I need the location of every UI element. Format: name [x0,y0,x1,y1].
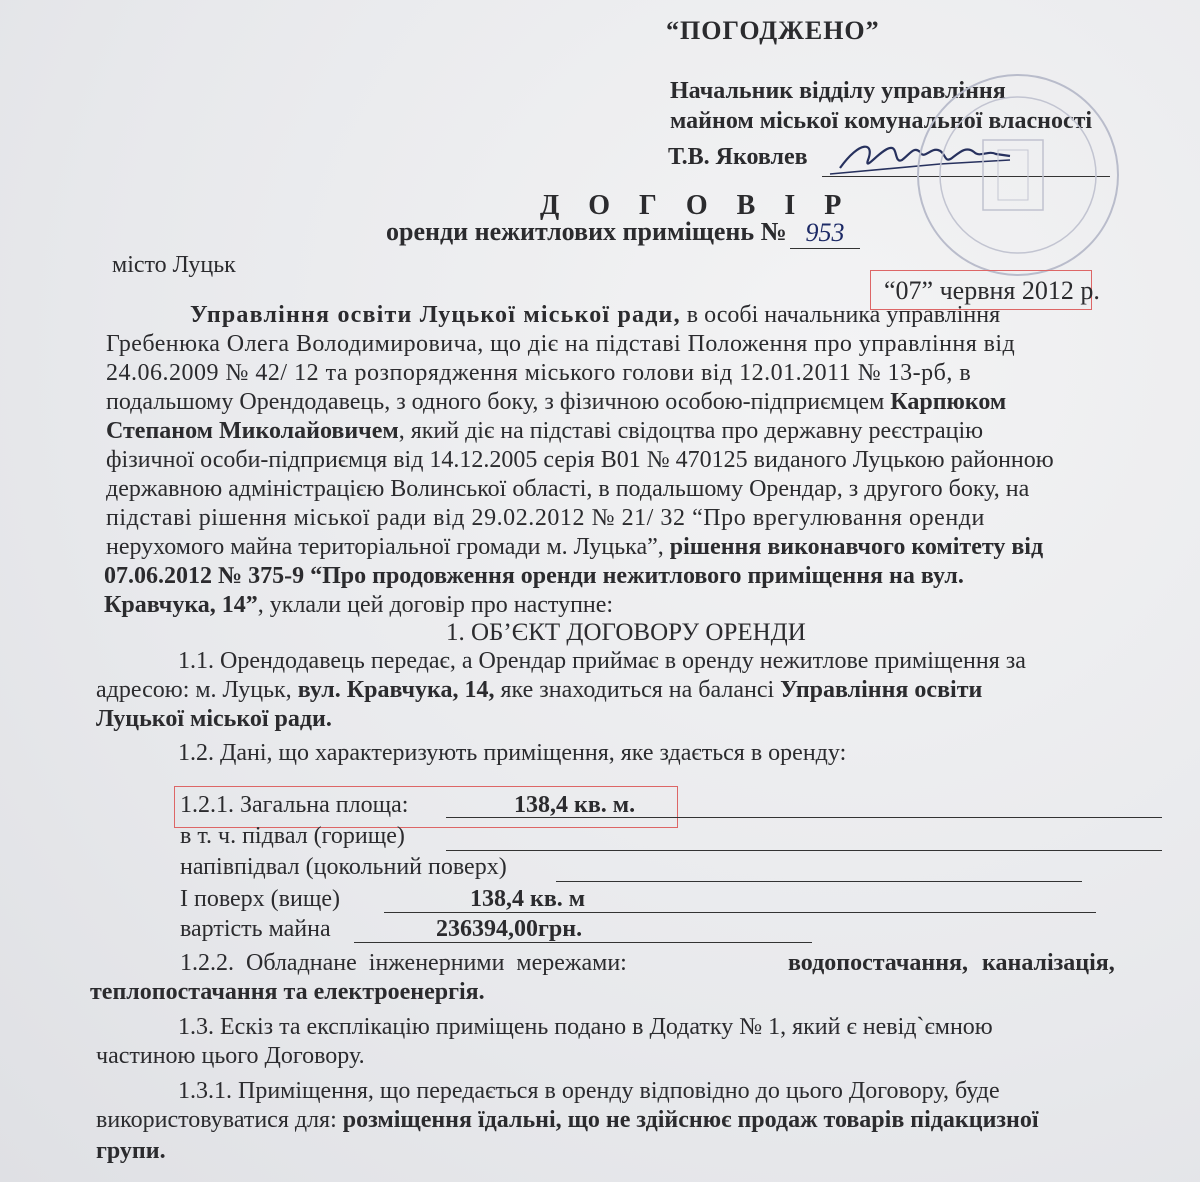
parties-line-9: нерухомого майна територіальної громади м. Луцька”, рішення виконавчого комітету від [106,534,1044,560]
parties-line-11: Кравчука, 14”, уклали цей договір про наступне: [104,592,614,618]
basement-underline [446,850,1162,851]
property-cost-underline [354,942,812,943]
total-area-value: 138,4 кв. м. [514,792,636,818]
clause-1-1-line-3: Луцької міської ради. [96,706,332,732]
property-cost-value: 236394,00грн. [436,916,583,942]
total-area-label: 1.2.1. Загальна площа: [180,792,409,818]
document-subtitle: оренди нежитлових приміщень № [386,217,787,246]
floor-1-label: І поверх (вище) [180,886,340,912]
clause-1-3-1-line-1: 1.3.1. Приміщення, що передається в оренду відповідно до цього Договору, буде [178,1078,1000,1104]
clause-1-3-1-line-3: групи. [96,1138,166,1164]
contract-date: “07” червня 2012 р. [884,276,1100,305]
clause-1-3-line-2: частиною цього Договору. [96,1043,365,1069]
parties-line-3: 24.06.2009 № 42/ 12 та розпорядження міського голови від 12.01.2011 № 13-рб, в [106,360,972,386]
parties-line-1: Управління освіти Луцької міської ради, в особі начальника управління [190,302,1001,328]
approval-position-line1: Начальник відділу управління [670,78,1006,104]
total-area-underline [446,817,1162,818]
document-title: Д О Г О В І Р [540,190,853,221]
floor-1-underline [384,912,1096,913]
parties-line-5: Степаном Миколайовичем, який діє на підставі свідоцтва про державну реєстрацію [106,418,984,444]
clause-1-2-2-label: 1.2.2. Обладнане інженерними мережами: [180,950,627,976]
stamp-icon [898,70,1138,290]
approval-title: “ПОГОДЖЕНО” [666,16,880,45]
section-1-heading: 1. ОБ’ЄКТ ДОГОВОРУ ОРЕНДИ [446,619,806,646]
clause-1-1-line-2: адресою: м. Луцьк, вул. Кравчука, 14, яке знаходиться на балансі Управління освіти [96,677,983,703]
floor-1-value: 138,4 кв. м [470,886,586,912]
parties-line-2: Гребенюка Олега Володимировича, що діє на підставі Положення про управління від [106,331,1016,357]
parties-line-7: державною адміністрацією Волинської області, в подальшому Орендар, з другого боку, на [106,476,1030,502]
clause-1-2: 1.2. Дані, що характеризують приміщення, яке здається в оренду: [178,740,847,766]
basement-label: в т. ч. підвал (горище) [180,823,405,849]
parties-line-6: фізичної особи-підприємця від 14.12.2005 серія В01 № 470125 виданого Луцькою районною [106,447,1054,473]
property-cost-label: вартість майна [180,916,331,942]
semibasement-underline [556,881,1082,882]
semibasement-label: напівпідвал (цокольний поверх) [180,854,507,880]
parties-line-10: 07.06.2012 № 375-9 “Про продовження оренди нежитлового приміщення на вул. [104,563,964,589]
contract-number: 953 [790,218,860,249]
clause-1-2-2-networks: водопостачання, каналізація, [788,950,1115,976]
approval-position-line2: майном міської комунальної власності [670,108,1093,134]
approval-signatory-name: Т.В. Яковлев [668,144,808,170]
clause-1-1-line-1: 1.1. Орендодавець передає, а Орендар приймає в оренду нежитлове приміщення за [178,648,1026,674]
clause-1-3-line-1: 1.3. Ескіз та експлікацію приміщень подано в Додатку № 1, який є невід`ємною [178,1014,993,1040]
parties-line-8: підставі рішення міської ради від 29.02.2012 № 21/ 32 “Про врегулювання оренди [106,505,985,531]
clause-1-3-1-line-2: використовуватися для: розміщення їдальні, що не здійснює продаж товарів підакцизної [96,1107,1039,1133]
city: місто Луцьк [112,252,236,278]
clause-1-2-2-networks-cont: теплопостачання та електроенергія. [90,979,485,1005]
parties-line-4: подальшому Орендодавець, з одного боку, з фізичною особою-підприємцем Карпюком [106,389,1007,415]
